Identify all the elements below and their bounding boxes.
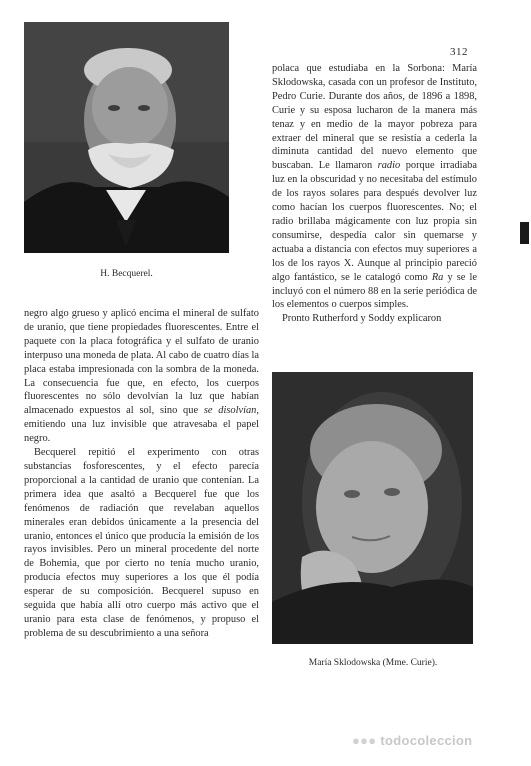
becquerel-portrait-photo <box>24 22 229 253</box>
curie-caption: María Sklodowska (Mme. Curie). <box>308 658 438 668</box>
right-text-part-3: y se le incluyó con el número 88 en la serie periódica de los elementos o cuerpos simples. <box>272 271 477 311</box>
right-text-ra: Ra <box>431 271 444 283</box>
left-paragraph-2: Becquerel repitió el experimento con otras substancias fosforescentes, y el efecto parecía proporcional a la cantidad de uranio que contenían. La primera idea que asaltó a Becquerel fue que los fenómenos de radiación que revelaban aquellos minerales eran debidos únicamente a la presencia del uranio, entonces el único que producía la emisión de los rayos invisibles. Pero un mineral procedente del norte de Bohemia, que por cierto no tenía mucho uranio, producía efectos muy superiores a los que él podía esperar de su composición. Becquerel supuso en seguida que había allí otro cuerpo más activo que el uranio para esta clase de fenómenos, y propuso el problema de su descubrimiento a una señora <box>24 447 259 639</box>
left-p1-italic: se disolvían <box>203 405 257 417</box>
left-column-text <box>24 307 259 641</box>
watermark-dots-icon: ●●● <box>352 733 381 748</box>
watermark-brand: todocoleccion <box>380 733 473 748</box>
page-number: 312 <box>450 46 468 58</box>
becquerel-caption: H. Becquerel. <box>100 269 153 279</box>
right-column-text <box>272 62 477 326</box>
right-text-part-2: porque irradiaba luz en la obscuridad y no necesitaba del estímulo de los rayos solares para después devolver luz como hacían los cuerpos fluorescentes. No; el radio brillaba mágicamente con luz propia sin consumirse, despedía calor sin quemarse y actuaba a distancia con efectos muy superiores a los de los rayos X. Aunque al principio pareció algo fantástico, se le catalogó como <box>272 160 477 283</box>
left-p1-part-2: , emitiendo una luz invisible que atravesaba el papel negro. <box>24 405 259 445</box>
left-p1-part-1: negro algo grueso y aplicó encima el mineral de sulfato de uranio, que tiene propiedades fluorescentes. Entre el paquete con la placa fotográfica y el sulfato de uranio interpuso una moneda de plata. Al cabo de cuatro días la placa estaba impresionada con la sombra de la moneda. La consecuencia fue que, en efecto, los cuerpos fluorescentes no sólo devolvían la luz que habían almacenado expuestos al sol, sino que <box>24 308 259 417</box>
page-edge-marker <box>520 222 529 244</box>
right-column-last-line: Pronto Rutherford y Soddy explicaron <box>282 313 442 325</box>
right-text-radio: radio <box>377 160 401 172</box>
right-text-part-1: polaca que estudiaba en la Sorbona: María Sklodowska, casada con un profesor de Instituto, Pedro Curie. Durante dos años, de 1896 a 1898, Curie y su esposa lucharon de la manera más tenaz y en medio de la mayor pobreza para extraer del mineral que se resistía a cederla la diminuta cantidad del nuevo elemento que buscaban. Le llamaron <box>272 63 477 172</box>
curie-portrait-photo <box>272 372 473 644</box>
todocoleccion-watermark <box>352 733 472 748</box>
